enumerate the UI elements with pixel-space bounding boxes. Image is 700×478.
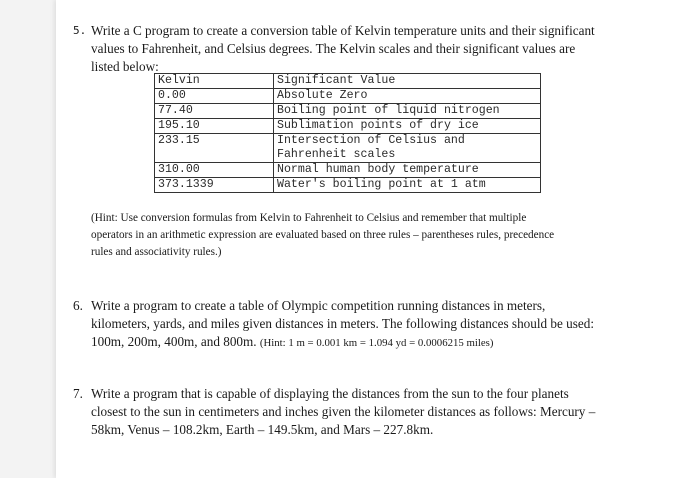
table-cell-value	[274, 134, 541, 163]
table-row	[155, 89, 541, 104]
question-6-line-1: Write a program to create a table of Olympic competition running distances in meters,	[91, 298, 546, 313]
table-cell-kelvin: 77.40	[155, 104, 274, 119]
question-6-line-2: kilometers, yards, and miles given distances in meters. The following distances should be used:	[91, 316, 594, 331]
table-cell-value: Boiling point of liquid nitrogen	[274, 104, 541, 119]
question-5-number: 5.	[73, 24, 87, 37]
table-cell-value: Normal human body temperature	[274, 163, 541, 178]
question-5-line-3: listed below:	[91, 59, 159, 74]
table-cell-value: Absolute Zero	[274, 89, 541, 104]
table-row	[155, 134, 541, 163]
table-cell-value: Sublimation points of dry ice	[274, 119, 541, 134]
hint-line-2: operators in an arithmetic expression are evaluated based on three rules – parentheses rules, precedence	[91, 229, 555, 241]
question-5-line-2: values to Fahrenheit, and Celsius degrees. The Kelvin scales and their significant values are	[91, 41, 576, 56]
hint-line-1: (Hint: Use conversion formulas from Kelvin to Fahrenheit to Celsius and remember that multiple	[91, 212, 527, 224]
hint-line-3: rules and associativity rules.)	[91, 246, 222, 258]
table-header-kelvin: Kelvin	[155, 74, 274, 89]
table-header-significant-value: Significant Value	[274, 74, 541, 89]
question-6-line-3	[91, 333, 633, 352]
table-row	[155, 104, 541, 119]
question-5-line-1: Write a C program to create a conversion table of Kelvin temperature units and their significant	[91, 23, 595, 38]
question-6-hint: (Hint: 1 m = 0.001 km = 1.094 yd = 0.0006215 miles)	[259, 337, 494, 349]
question-7-number: 7.	[73, 386, 83, 401]
question-7-line-3: 58km, Venus – 108.2km, Earth – 149.5km, and Mars – 227.8km.	[91, 422, 434, 437]
table-header-row	[155, 74, 541, 89]
question-6-number: 6.	[73, 298, 83, 313]
question-7-line-1: Write a program that is capable of displaying the distances from the sun to the four planets	[91, 386, 569, 401]
table-cell-kelvin: 310.00	[155, 163, 274, 178]
hint-paragraph	[91, 210, 632, 261]
table-row	[155, 178, 541, 193]
question-7-line-2: closest to the sun in centimeters and inches given the kilometer distances as follows: Mercury –	[91, 404, 596, 419]
table-cell-kelvin: 0.00	[155, 89, 274, 104]
table-row	[155, 119, 541, 134]
table-cell-kelvin: 195.10	[155, 119, 274, 134]
kelvin-table	[154, 73, 541, 193]
table-cell-value: Water's boiling point at 1 atm	[274, 178, 541, 193]
table-cell-kelvin: 373.1339	[155, 178, 274, 193]
table-cell-kelvin: 233.15	[155, 134, 274, 163]
table-row	[155, 163, 541, 178]
table-cell-value-line-2: Fahrenheit scales	[277, 148, 396, 161]
question-6-distances: 100m, 200m, 400m, and 800m.	[91, 334, 257, 349]
table-cell-value-line-1: Intersection of Celsius and	[277, 134, 465, 147]
